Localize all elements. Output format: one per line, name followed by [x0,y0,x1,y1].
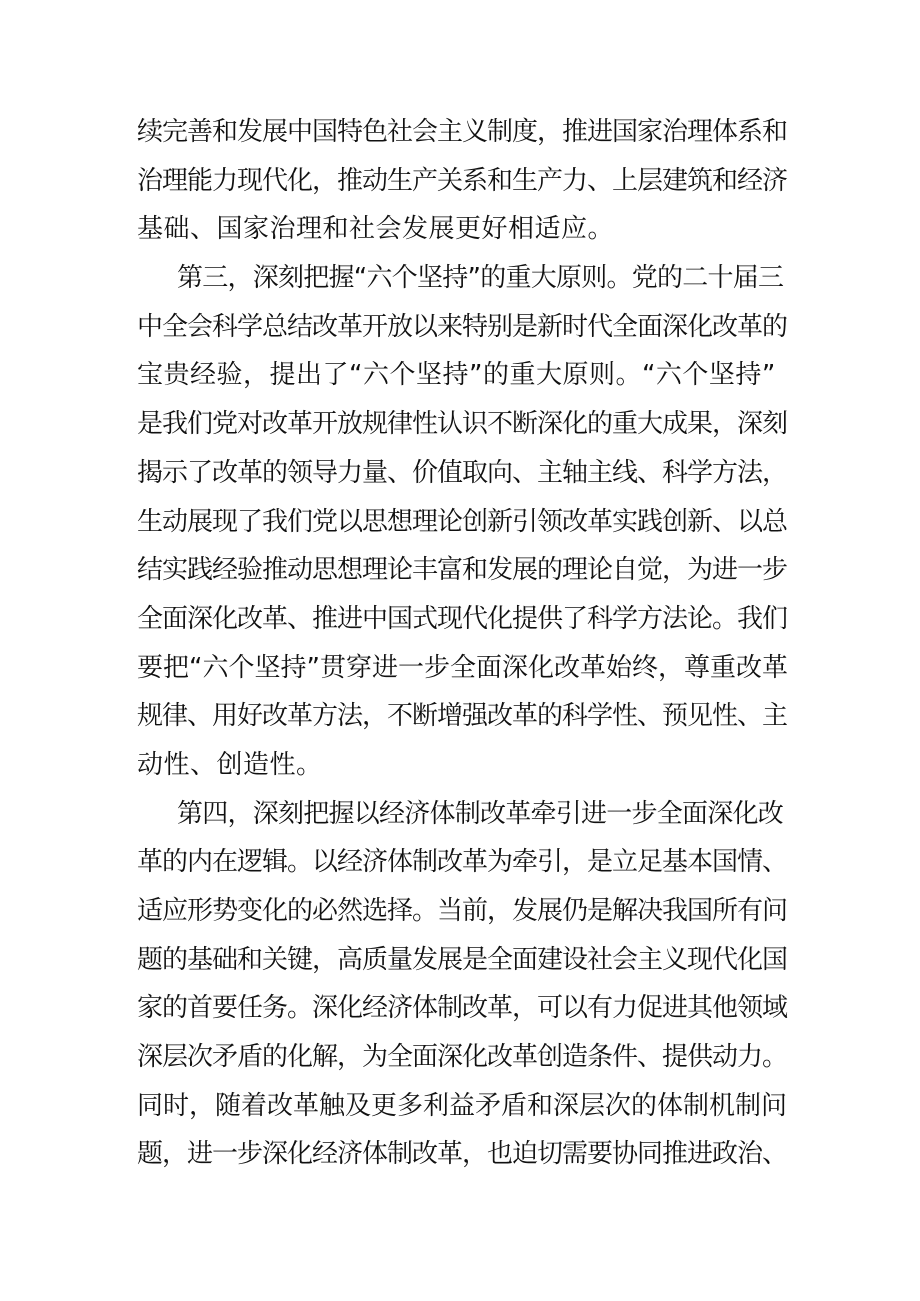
text-line: 第三，深刻把握“六个坚持”的重大原则。党的二十届三 [177,263,784,294]
text-line: 动性、创造性。 [137,749,323,780]
text-line: 基础、国家治理和社会发展更好相适应。 [137,214,615,245]
paragraph-1 [137,108,787,254]
text-line: 中全会科学总结改革开放以来特别是新时代全面深化改革的 [137,311,788,342]
text-line: 宝贵经验，提出了“六个坚持”的重大原则。“六个坚持” [137,360,776,391]
paragraph-2 [137,254,787,790]
text-line: 题的基础和关键，高质量发展是全面建设社会主义现代化国 [137,944,788,975]
text-line: 生动展现了我们党以思想理论创新引领改革实践创新、以总 [137,506,788,537]
text-line: 适应形势变化的必然选择。当前，发展仍是解决我国所有问 [137,896,788,926]
text-line: 全面深化改革、推进中国式现代化提供了科学方法论。我们 [137,603,788,634]
text-line: 深层次矛盾的化解，为全面深化改革创造条件、提供动力。 [137,1042,788,1073]
text-line: 第四，深刻把握以经济体制改革牵引进一步全面深化改 [177,798,784,829]
document-body [137,108,787,1179]
text-line: 结实践经验推动思想理论丰富和发展的理论自觉，为进一步 [137,555,788,586]
text-line: 续完善和发展中国特色社会主义制度，推进国家治理体系和 [137,117,788,147]
text-line: 要把“六个坚持”贯穿进一步全面深化改革始终，尊重改革 [137,652,788,683]
text-line: 是我们党对改革开放规律性认识不断深化的重大成果，深刻 [137,409,788,440]
paragraph-3 [137,790,787,1180]
text-line: 同时，随着改革触及更多利益矛盾和深层次的体制机制问 [137,1090,788,1121]
text-line: 题，进一步深化经济体制改革，也迫切需要协同推进政治、 [137,1139,788,1170]
text-line: 规律、用好改革方法，不断增强改革的科学性、预见性、主 [137,701,788,732]
text-line: 家的首要任务。深化经济体制改革，可以有力促进其他领域 [137,993,788,1024]
text-line: 治理能力现代化，推动生产关系和生产力、上层建筑和经济 [137,165,788,196]
text-line: 揭示了改革的领导力量、价值取向、主轴主线、科学方法， [137,457,788,488]
text-line: 革的内在逻辑。以经济体制改革为牵引，是立足基本国情、 [137,847,788,878]
